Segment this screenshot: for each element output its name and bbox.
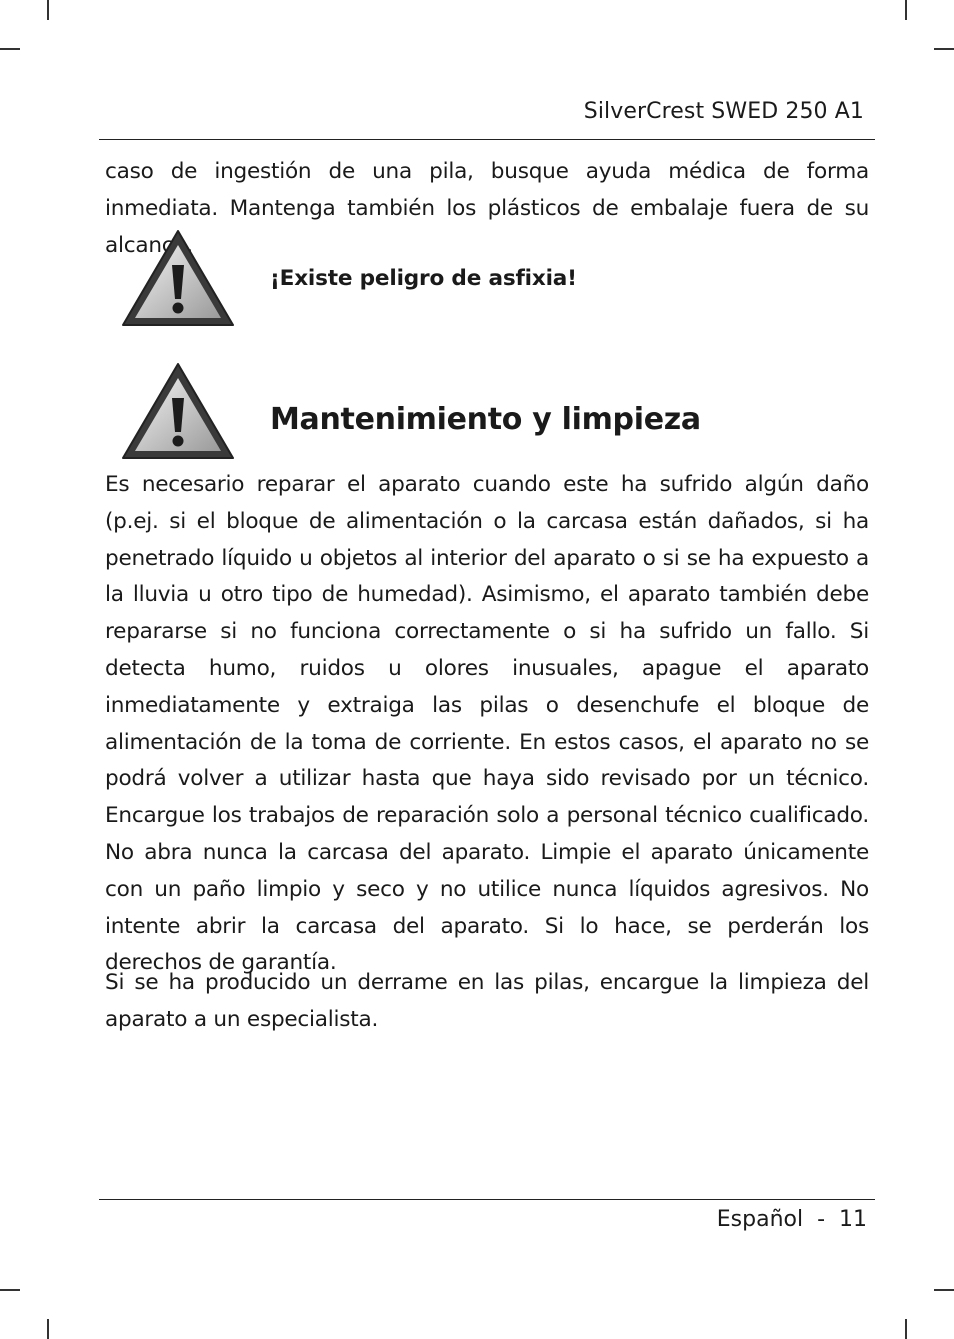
intro-paragraph: caso de ingestión de una pila, busque ayuda médica de forma inmediata. Mantenga también los plásticos de embalaje fuera de su alcance.	[105, 159, 869, 258]
crop-mark	[905, 0, 907, 20]
warning-text: ¡Existe peligro de asfixia!	[270, 266, 577, 291]
section-title: Mantenimiento y limpieza	[270, 402, 701, 437]
body-paragraph: Si se ha producido un derrame en las pilas, encargue la limpieza del aparato a un especialista.	[105, 970, 869, 1032]
body-paragraph: Es necesario reparar el aparato cuando este ha sufrido algún daño (p.ej. si el bloque de alimentación o la carcasa están dañados, si ha penetrado líquido u objetos al interior del aparato o si se ha expuesto a la lluvia u otro tipo de humedad). Asimismo, el aparato también debe repararse si no funciona correctamente o si ha sufrido un fallo. Si detecta humo, ruidos u olores inusuales, apague el aparato inmediatamente y extraiga las pilas o desenchufe el bloque de alimentación de la toma de corriente. En estos casos, el aparato no se podrá volver a utilizar hasta que haya sido revisado por un técnico. Encargue los trabajos de reparación solo a personal técnico cualificado. No abra nunca la carcasa del aparato. Limpie el aparato únicamente con un paño limpio y seco y no utilice nunca líquidos agresivos. No intente abrir la carcasa del aparato. Si lo hace, se perderán los derechos de garantía.	[105, 472, 869, 976]
crop-mark	[47, 1319, 49, 1339]
crop-mark	[934, 1289, 954, 1291]
crop-mark	[934, 48, 954, 50]
crop-mark	[0, 1289, 20, 1291]
footer-rule	[99, 1199, 875, 1200]
header-rule	[99, 139, 875, 140]
warning-triangle-icon	[122, 229, 235, 327]
crop-mark	[0, 48, 20, 50]
page-number: Español - 11	[716, 1207, 867, 1232]
crop-mark	[905, 1319, 907, 1339]
header-product-name: SilverCrest SWED 250 A1	[583, 99, 864, 124]
warning-triangle-icon	[122, 362, 235, 460]
crop-mark	[47, 0, 49, 20]
